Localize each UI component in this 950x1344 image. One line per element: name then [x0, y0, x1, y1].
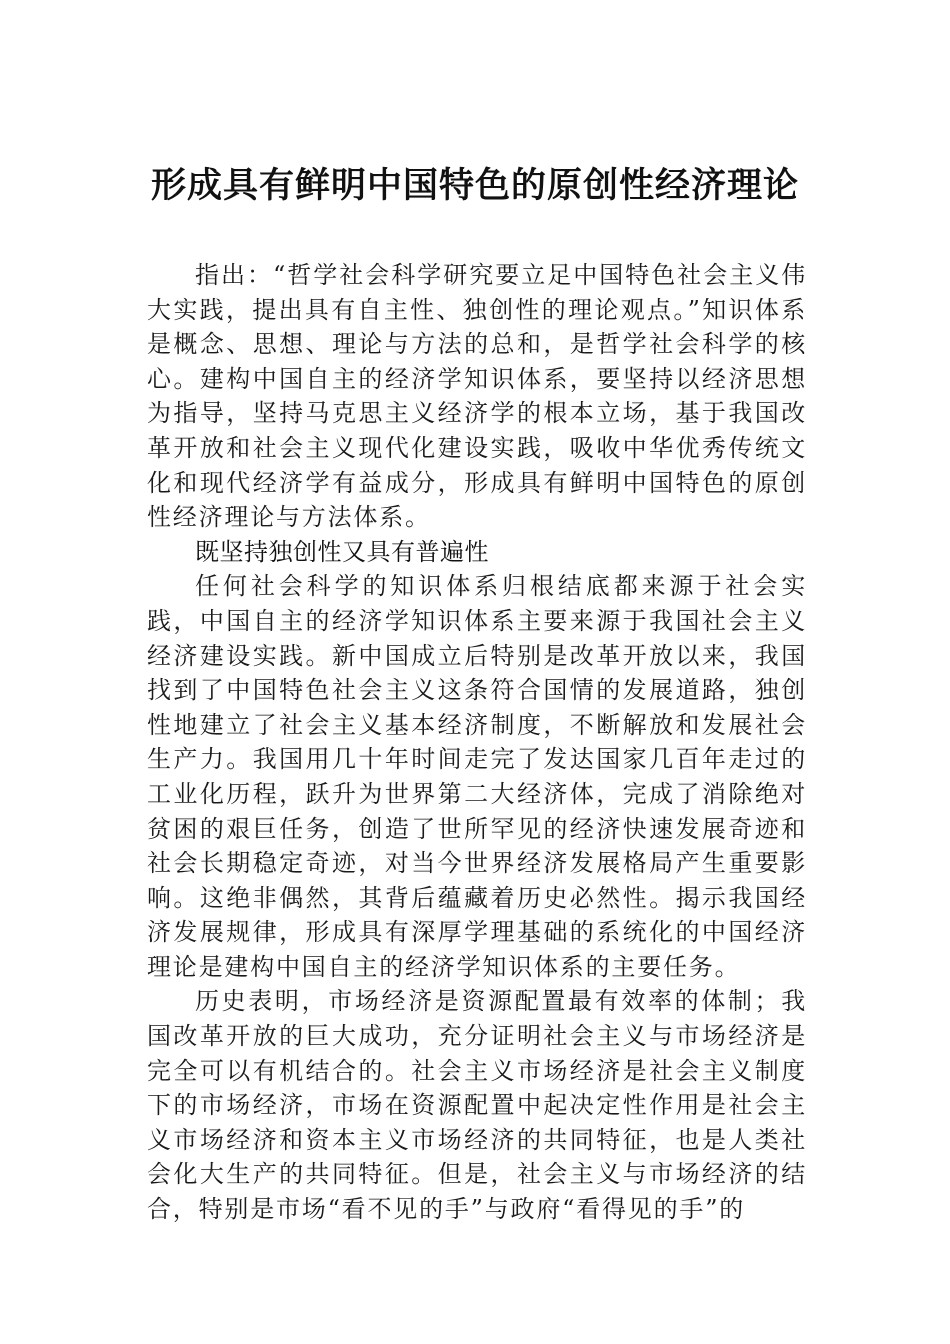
section-paragraph-2: 历史表明，市场经济是资源配置最有效率的体制；我国改革开放的巨大成功，充分证明社会主义与市场经济是完全可以有机结合的。社会主义市场经济是社会主义制度下的市场经济，市场在资源配置中起决定性作用是社会主义市场经济和资本主义市场经济的共同特征，也是人类社会化大生产的共同特征。但是，社会主义与市场经济的结合，特别是市场“看不见的手”与政府“看得见的手”的 [147, 987, 807, 1224]
document-body [147, 258, 807, 1227]
section-heading: 既坚持独创性又具有普遍性 [195, 537, 489, 566]
document-title: 形成具有鲜明中国特色的原创性经济理论 [150, 165, 799, 206]
intro-paragraph: 指出：“哲学社会科学研究要立足中国特色社会主义伟大实践，提出具有自主性、独创性的理论观点。”知识体系是概念、思想、理论与方法的总和，是哲学社会科学的核心。建构中国自主的经济学知识体系，要坚持以经济思想为指导，坚持马克思主义经济学的根本立场，基于我国改革开放和社会主义现代化建设实践，吸收中华优秀传统文化和现代经济学有益成分，形成具有鲜明中国特色的原创性经济理论与方法体系。 [147, 261, 807, 532]
section-paragraph-1: 任何社会科学的知识体系归根结底都来源于社会实践，中国自主的经济学知识体系主要来源于我国社会主义经济建设实践。新中国成立后特别是改革开放以来，我国找到了中国特色社会主义这条符合国情的发展道路，独创性地建立了社会主义基本经济制度，不断解放和发展社会生产力。我国用几十年时间走完了发达国家几百年走过的工业化历程，跃升为世界第二大经济体，完成了消除绝对贫困的艰巨任务，创造了世所罕见的经济快速发展奇迹和社会长期稳定奇迹，对当今世界经济发展格局产生重要影响。这绝非偶然，其背后蕴藏着历史必然性。揭示我国经济发展规律，形成具有深厚学理基础的系统化的中国经济理论是建构中国自主的经济学知识体系的主要任务。 [147, 572, 807, 981]
